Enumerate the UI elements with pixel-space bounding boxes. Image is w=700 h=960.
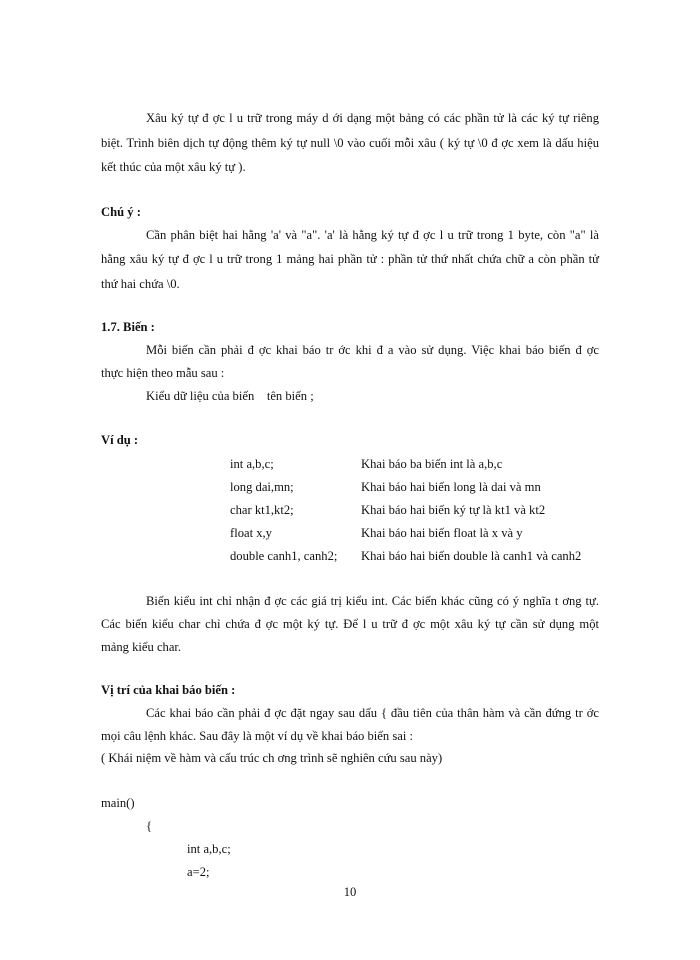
- section-line-1: Mỗi biến cần phải đ ợc khai báo tr ớc khi đ a vào sử dụng. Việc khai báo biến đ ợc: [146, 343, 599, 357]
- code-line: main(): [101, 796, 135, 810]
- note-line-2: hằng xâu ký tự đ ợc l u trữ trong 1 mảng hai phần tử : phần tử thứ nhất chứa chữ a còn phần tử: [101, 252, 599, 266]
- types-line-3: mảng kiểu char.: [101, 640, 182, 654]
- example-desc: Khai báo ba biến int là a,b,c: [361, 457, 503, 471]
- example-heading: Ví dụ :: [101, 433, 139, 447]
- strings-intro-line-2: biệt. Trình biên dịch tự động thêm ký tự null \0 vào cuối mỗi xâu ( ký tự \0 đ ợc xem là dấu hiệu: [101, 136, 599, 150]
- position-line-2: mọi câu lệnh khác. Sau đây là một ví dụ về khai báo biến sai :: [101, 729, 413, 743]
- note-line-1: Cần phân biệt hai hằng 'a' và "a". 'a' là hằng ký tự đ ợc l u trữ trong 1 byte, còn "a" là: [146, 228, 599, 242]
- section-heading: 1.7. Biến :: [101, 320, 155, 334]
- example-desc: Khai báo hai biến double là canh1 và canh2: [361, 549, 582, 563]
- example-code: long dai,mn;: [230, 480, 294, 494]
- position-line-3: ( Khái niệm về hàm và cấu trúc ch ơng trình sẽ nghiên cứu sau này): [101, 751, 443, 765]
- section-line-2: thực hiện theo mẫu sau :: [101, 366, 225, 380]
- note-line-3: thứ hai chứa \0.: [101, 277, 180, 291]
- position-line-1: Các khai báo cần phải đ ợc đặt ngay sau dấu { đầu tiên của thân hàm và cần đứng tr ớc: [146, 706, 599, 720]
- position-heading: Vị trí của khai báo biến :: [101, 683, 236, 697]
- example-code: float x,y: [230, 526, 272, 540]
- code-line: int a,b,c;: [187, 842, 231, 856]
- types-line-1: Biến kiểu int chỉ nhận đ ợc các giá trị kiểu int. Các biến khác cũng có ý nghĩa t ơng tự.: [146, 594, 599, 608]
- types-line-2: Các biến kiểu char chỉ chứa đ ợc một ký tự. Để l u trữ đ ợc một xâu ký tự cần sử dụng một: [101, 617, 599, 631]
- template-line: Kiểu dữ liệu của biến tên biến ;: [146, 389, 314, 403]
- code-line: {: [146, 819, 153, 833]
- strings-intro-line-1: Xâu ký tự đ ợc l u trữ trong máy d ới dạng một bảng có các phần tử là các ký tự riêng: [146, 111, 599, 125]
- example-desc: Khai báo hai biến ký tự là kt1 và kt2: [361, 503, 546, 517]
- example-desc: Khai báo hai biến float là x và y: [361, 526, 523, 540]
- code-line: a=2;: [187, 865, 210, 879]
- strings-intro-line-3: kết thúc của một xâu ký tự ).: [101, 160, 246, 174]
- page-number: 10: [343, 885, 357, 899]
- example-code: double canh1, canh2;: [230, 549, 338, 563]
- example-code: char kt1,kt2;: [230, 503, 294, 517]
- note-heading: Chú ý :: [101, 205, 141, 219]
- example-code: int a,b,c;: [230, 457, 274, 471]
- example-desc: Khai báo hai biến long là dai và mn: [361, 480, 541, 494]
